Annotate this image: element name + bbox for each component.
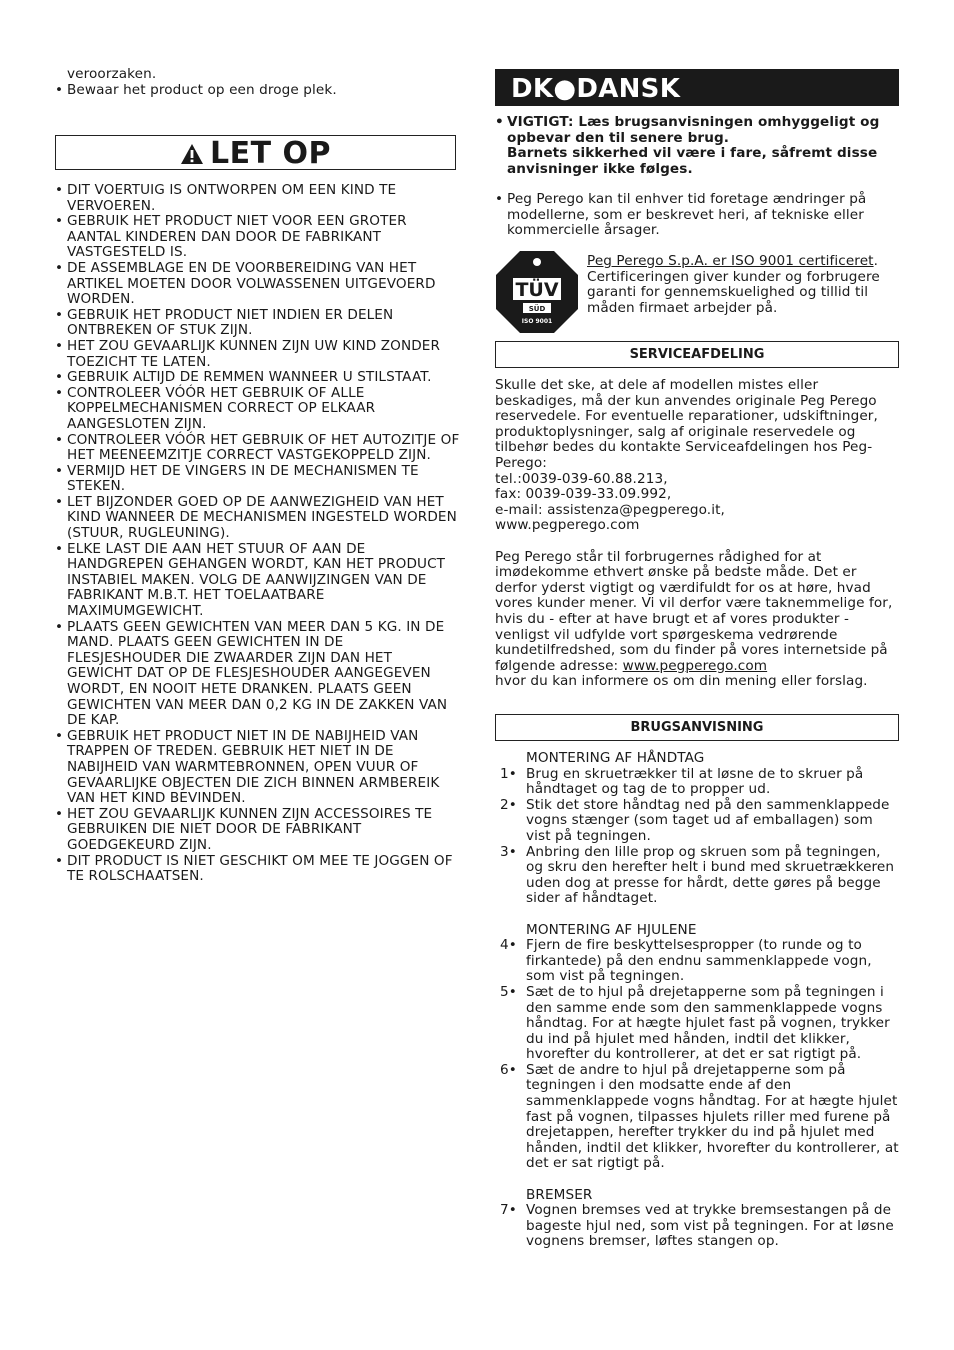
instruction-step bbox=[495, 985, 899, 1063]
step-number: 4• bbox=[500, 937, 517, 954]
iso-link[interactable]: Peg Perego S.p.A. er ISO 9001 certificeret bbox=[587, 253, 874, 269]
tuv-cert: ISO 9001 bbox=[521, 318, 553, 325]
important-line-2: Barnets sikkerhed vil være i fare, såfremt disse anvisninger ikke følges. bbox=[507, 145, 878, 177]
warning-item: • GEBRUIK ALTIJD DE REMMEN WANNEER U STILSTAAT. bbox=[55, 370, 460, 386]
instruction-step bbox=[495, 767, 899, 798]
warning-item: • GEBRUIK HET PRODUCT NIET VOOR EEN GROTER AANTAL KINDEREN DAN DOOR DE FABRIKANT VASTGESTELD IS. bbox=[55, 214, 460, 261]
step-text: Vognen bremses ved at trykke bremsestangen på de bageste hjul ned, som vist på tegningen. For at løsne vognens bremser, løftes stangen op. bbox=[526, 1202, 894, 1250]
service-fax: fax: 0039-039-33.09.992, bbox=[495, 486, 672, 503]
step-text: Fjern de fire beskyttelsespropper (to runde og to firkantede) på den endnu sammenklappede vogn, som vist på tegningen. bbox=[526, 937, 872, 985]
language-title: DK●DANSK bbox=[511, 74, 681, 104]
spacer bbox=[495, 907, 899, 923]
important-notice bbox=[495, 115, 899, 177]
spacer bbox=[495, 534, 899, 550]
warning-item: • ELKE LAST DIE AAN HET STUUR OF AAN DE HANDGREPEN GEHANGEN WORDT, KAN HET PRODUCT INSTABIEL MAKEN. VOLG DE AANWIJZINGEN VAN DE FABRIKANT M.B.T. HET TOELAATBARE MAXIMUMGEWICHT. bbox=[55, 542, 460, 620]
feedback-link[interactable]: www.pegperego.com bbox=[622, 657, 768, 674]
intro-bullet: • Bewaar het product op een droge plek. bbox=[55, 83, 460, 99]
feedback-paragraph bbox=[495, 550, 899, 675]
warning-item: • HET ZOU GEVAARLIJK KUNNEN ZIJN ACCESSOIRES TE GEBRUIKEN DIE NIET DOOR DE FABRIKANT GOEDGEKEURD ZIJN. bbox=[55, 807, 460, 854]
changes-note bbox=[495, 192, 899, 239]
instruction-step bbox=[495, 845, 899, 907]
instructions-title: BRUGSANVISNING bbox=[630, 720, 764, 735]
warning-item: • LET BIJZONDER GOED OP DE AANWEZIGHEID VAN HET KIND WANNEER DE MECHANISMEN INGESTELD WORDEN (STUUR, RUGLEUNING). bbox=[55, 495, 460, 542]
warning-title: LET OP bbox=[209, 136, 331, 171]
tuv-sub: SÜD bbox=[528, 305, 546, 313]
warning-item: • GEBRUIK HET PRODUCT NIET IN DE NABIJHEID VAN TRAPPEN OF TREDEN. GEBRUIK HET NIET IN DE NABIJHEID VAN WARMTEBRONNEN, OPEN VUUR OF GEVAARLIJKE OBJECTEN DIE ZICH BINNEN ARMBEREIK VAN HET KIND BEVINDEN. bbox=[55, 729, 460, 807]
warning-item: • DIT VOERTUIG IS ONTWORPEN OM EEN KIND TE VERVOEREN. bbox=[55, 183, 460, 214]
feedback-end: hvor du kan informere os om din mening eller forslag. bbox=[495, 673, 868, 690]
service-section-header bbox=[495, 341, 899, 368]
instruction-step bbox=[495, 1063, 899, 1172]
tuv-mark: TÜV bbox=[515, 279, 559, 301]
service-paragraph: Skulle det ske, at dele af modellen mistes eller beskadiges, må der kun anvendes originale Peg Perego reservedele. For eventuelle reparationer, udskiftninger, produktoplysninger, salg af originale reservedele og tilbehør bedes du kontakte Serviceafdelingen hos Peg-Perego: bbox=[495, 377, 878, 471]
warning-item: • CONTROLEER VÓÓR HET GEBRUIK OF ALLE KOPPELMECHANISMEN CORRECT OP ELKAAR AANGESLOTEN ZIJN. bbox=[55, 386, 460, 433]
step-text: Sæt de to hjul på drejetapperne som på tegningen i den samme ende som den sammenklappede vogns håndtag. For at hægte hjulet fast på vognen, trykker du ind på hjulet med hånden, indtil det klikker, hvorefter du kontrollerer, at det er sat rigtigt på. bbox=[526, 983, 890, 1063]
step-number: 6• bbox=[500, 1061, 517, 1078]
instructions-section-header bbox=[495, 714, 899, 741]
changes-note-text: • Peg Perego kan til enhver tid foretage ændringer på modellerne, som er beskrevet heri, af tekniske eller kommercielle årsager. bbox=[495, 192, 899, 239]
warning-item: • GEBRUIK HET PRODUCT NIET INDIEN ER DELEN ONTBREKEN OF STUK ZIJN. bbox=[55, 308, 460, 339]
intro-line: veroorzaken. bbox=[67, 66, 157, 82]
service-tel: tel.:0039-039-60.88.213, bbox=[495, 470, 668, 487]
step-text: Stik det store håndtag ned på den sammenklappede vogns stænger (som taget ud af emballagen) som vist på tegningen. bbox=[526, 796, 890, 844]
step-text: Anbring den lille prop og skruen som på tegningen, og skru den herefter helt i bund med skruetrækkeren uden dog at presse for hårdt, dette gøres på begge sider af håndtaget. bbox=[526, 843, 895, 907]
step-number: 2• bbox=[500, 796, 517, 813]
service-title: SERVICEAFDELING bbox=[629, 347, 765, 362]
step-number: 5• bbox=[500, 983, 517, 1000]
step-number: 1• bbox=[500, 765, 517, 782]
warning-list bbox=[55, 183, 460, 885]
iso-rest: . Certificeringen giver kunder og forbrugere garanti for gennemskuelighed og tillid til måden firmaet arbejder på. bbox=[587, 253, 880, 316]
warning-item: • VERMIJD HET DE VINGERS IN DE MECHANISMEN TE STEKEN. bbox=[55, 464, 460, 495]
warning-title-wrap bbox=[180, 136, 331, 171]
warning-item: • DE ASSEMBLAGE EN DE VOORBEREIDING VAN HET ARTIKEL MOETEN DOOR VOLWASSENEN UITGEVOERD WORDEN. bbox=[55, 261, 460, 308]
warning-item: • PLAATS GEEN GEWICHTEN VAN MEER DAN 5 KG. IN DE MAND. PLAATS GEEN GEWICHTEN IN DE FLESJESHOUDER DIE ZWAARDER ZIJN DAN HET GEWICHT DAT OP DE FLESJESHOUDER AANGEGEVEN WORDT, EN NOOIT HETE DRANKEN. PLAATS GEEN GEWICHTEN VAN MEER DAN 0,2 KG IN DE ZAKKEN VAN DE KAP. bbox=[55, 620, 460, 729]
feedback-text: Peg Perego står til forbrugernes rådighed for at imødekomme ethvert ønske på bedste måde. Det er derfor yderst vigtigt og værdifuldt for os at høre, hvad vores kunder mener. Vi vil derfor være taknemmelige for, hvis du - efter at have brugt et af vores produkter - venligst vil udfylde vort spørgeskema vedrørende kundetilfredshed, som du finder på vores internetside på følgende adresse: bbox=[495, 548, 893, 674]
iso-certification-text bbox=[587, 254, 899, 316]
instruction-heading: MONTERING AF HJULENE bbox=[526, 921, 697, 938]
service-section bbox=[495, 378, 899, 690]
spacer bbox=[495, 1172, 899, 1188]
step-text: Brug en skruetrækker til at løsne de to skruer på håndtaget og tag de to propper ud. bbox=[526, 765, 864, 798]
intro-text bbox=[55, 67, 460, 98]
instruction-step bbox=[495, 798, 899, 845]
instruction-heading: BREMSER bbox=[526, 1186, 593, 1203]
language-header bbox=[495, 69, 899, 106]
warning-item: • DIT PRODUCT IS NIET GESCHIKT OM MEE TE JOGGEN OF TE ROLSCHAATSEN. bbox=[55, 854, 460, 885]
instruction-step bbox=[495, 1203, 899, 1250]
important-line-1: • VIGTIGT: Læs brugsanvisningen omhyggeligt og opbevar den til senere brug. bbox=[495, 115, 899, 146]
step-text: Sæt de andre to hjul på drejetapperne som på tegningen i den modsatte ende af den sammenklappede vogns håndtag. For at hægte hjulet fast på vognen, tilpasses hjulets riller med furene på drejetappen, herefter trykker du ind på hjulet med hånden, indtil det klikker, hvorefter du kontrollerer, at det er sat rigtigt på. bbox=[526, 1061, 899, 1172]
step-number: 7• bbox=[500, 1202, 517, 1219]
instruction-step bbox=[495, 938, 899, 985]
tuv-certificate-logo bbox=[495, 250, 579, 334]
warning-item: • CONTROLEER VÓÓR HET GEBRUIK OF HET AUTOZITJE OF HET MEENEEMZITJE CORRECT VASTGEKOPPELD ZIJN. bbox=[55, 433, 460, 464]
service-web: www.pegperego.com bbox=[495, 517, 640, 534]
warning-triangle-icon bbox=[180, 143, 204, 165]
instructions-list bbox=[495, 751, 899, 1250]
step-number: 3• bbox=[500, 843, 517, 860]
instruction-heading: MONTERING AF HÅNDTAG bbox=[526, 750, 705, 766]
service-email: e-mail: assistenza@pegperego.it, bbox=[495, 501, 725, 518]
warning-item: • HET ZOU GEVAARLIJK KUNNEN ZIJN UW KIND ZONDER TOEZICHT TE LATEN. bbox=[55, 339, 460, 370]
warning-header bbox=[55, 135, 456, 170]
